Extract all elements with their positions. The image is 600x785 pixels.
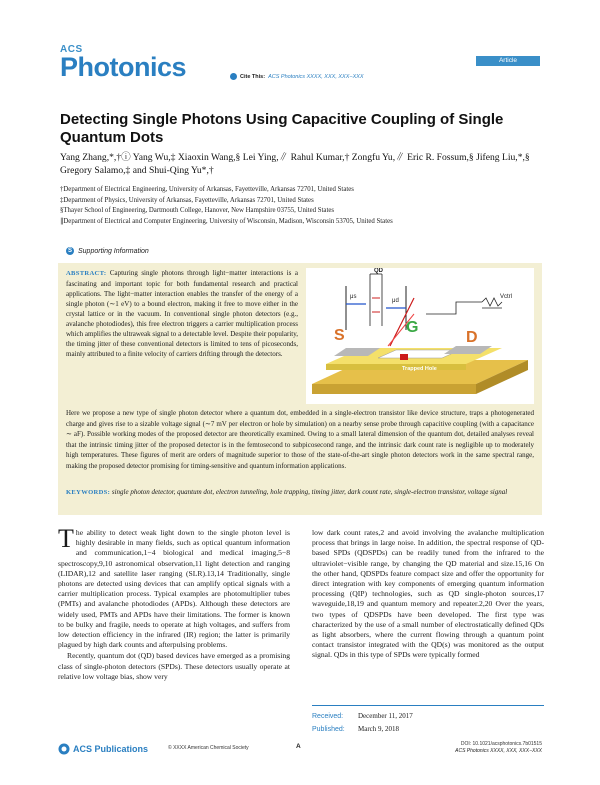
received-label: Received: [312,713,344,720]
journal-logo-acs: ACS [60,44,83,55]
published-label: Published: [312,726,345,733]
abstract-text-2: Here we propose a new type of single photon detector where a quantum dot, embedded in a single-electron transistor like device structure, traps a photogenerated charge and gives rise to a sizable voltage signal (∼7 mV per electron or hole by simulation) on a nearby sense probe through capacitive coupling (with a capacitance ∼ aF). Possible working modes of the proposed detector are theoretically examined. Owing to a small lateral dimension of the quantum dot, detailed analyses reveal that the intrinsic timing jitter of the proposed detector is in the femtosecond to subpicosecond range, and the intrinsic dark count rate is negligible up to moderately high temperatures. These figures of merit are orders of magnitude superior to those of the state-of-the-art single photon detectors work in the same spectral range, making the proposed detector promising for timing-sensitive and quantum information applications. [66,409,534,470]
doi-link[interactable]: DOI: 10.1021/acsphotonics.7b01515 [460,741,542,747]
acs-logo-icon [58,743,70,755]
toc-label-drain: D [466,329,478,346]
dropcap: T [58,524,74,553]
affiliation: ‡Department of Physics, University of Arkansas, Fayetteville, Arkansas 72701, United States [60,196,314,204]
body-column-left [58,524,290,683]
toc-label-vctrl: Vctrl [500,294,512,300]
keywords [66,487,534,498]
received-date: December 11, 2017 [358,712,413,720]
cite-reference: ACS Photonics XXXX, XXX, XXX−XXX [268,73,364,80]
supporting-info-label: Supporting Information [78,247,149,255]
toc-label-mud: μd [392,298,399,304]
body-paragraph: he ability to detect weak light down to the single photon level is highly desirable in many fields, such as optical quantum information and communication,1−4 biological and medical imaging,5−8 spectroscopy,9,10 astronomical observation,11 light detection and ranging (LIDAR),12 and satellite laser ranging (SLR).13,14 Traditionally, single photons are detected using devices that can amplify optical signals with a carrier multiplication process. Typical examples are photomultiplier tubes (PMTs) and avalanche photodiodes (APDs). Although these detectors are widely used, PMTs and APDs have their limitations. The former is known to be bulky and fragile, needs to operate at high voltages, and suffers from low detection efficiency in the infrared (IR) region; the latter is primarily plagued by high dark counts and afterpulsing problems. [58,528,290,650]
abstract-text-1: Capturing single photons through light−matter interactions is a fascinating and important topic for both fundamental research and practical applications. The light−matter interaction enables the transfer of the energy of a single photon (∼1 eV) to a bound electron, making it free to move either in the crystal lattice or in the vacuum. In conventional single photon detectors (e.g., avalanche photodiodes), this free electron triggers a carrier multiplication process which amplifies the ultraweak signal to a detectable level. Despite their popularity, the timing jitter of these conventional detectors is limited to tens of picoseconds, mainly attributed to a finite velocity of carriers drifting through the detectors. [66,269,299,358]
author-list: Yang Zhang,*,†ⓘ Yang Wu,‡ Xiaoxin Wang,§ Lei Ying,∥ Rahul Kumar,† Zongfu Yu,∥ Eric R. Fossum,§ Jifeng Liu,*,§ Gregory Salamo,‡ and Shui-Qing Yu*,† [60,152,530,176]
toc-graphic [306,268,534,404]
keywords-label: KEYWORDS: [66,489,111,496]
toc-label-trapped-hole: Trapped Hole [402,366,437,372]
affiliation: ∥Department of Electrical and Computer Engineering, University of Wisconsin, Madison, Wisconsin 53705, United States [60,217,393,225]
abstract-label: ABSTRACT: [66,270,107,277]
page-footer [58,739,542,763]
affiliation: †Department of Electrical Engineering, University of Arkansas, Fayetteville, Arkansas 72701, United States [60,186,354,193]
toc-label-source: S [334,327,345,344]
cite-icon [230,73,237,80]
supporting-info-icon: S [67,248,72,254]
affiliations [60,185,542,227]
toc-label-qd: QD [374,268,383,274]
publisher-name: ACS Publications [73,744,149,754]
copyright: © XXXX American Chemical Society [168,745,249,751]
doi-block [455,741,542,755]
body-paragraph: Recently, quantum dot (QD) based devices have emerged as a promising class of single-photon detectors (SPDs). These detectors usually operate at relative low voltage bias, show very [58,651,290,681]
publication-dates [312,705,544,736]
toc-label-mus: μs [350,294,357,300]
acs-publications-logo[interactable] [58,743,148,755]
affiliation: §Thayer School of Engineering, Dartmouth College, Hanover, New Hampshire 03755, United States [60,207,334,214]
body-column-right [312,528,544,662]
published-date: March 9, 2018 [358,725,400,733]
cite-label: Cite This: [240,73,266,80]
page-number: A [296,743,301,750]
abstract-part-1 [66,268,298,359]
cite-this[interactable] [230,73,364,80]
toc-label-gate: G [406,319,419,336]
supporting-information-link[interactable] [66,247,149,255]
journal-reference: ACS Photonics XXXX, XXX, XXX−XXX [455,748,542,754]
body-paragraph: low dark count rates,2 and avoid involving the avalanche multiplication process that brings in large noise. In addition, the spectral response of QD-based SPDs (QDSPDs) can be readily tuned from the infrared to the ultraviolet−visible range, by changing the QD material and size.15,16 On the other hand, QDSPDs feature compact size and offer the opportunity for direct integration with key components of emerging quantum information processing (QIP) technologies, such as QD single-photon sources,17 waveguide,18,19 and quantum memory and repeater.2,20 Over the years, two types of QDSPDs have been developed. The first type was characterized by the use of a small number of electrostatically defined QDs as light absorbers, where the current flowing through a quantum point contact transistor integrated with the QD(s) was monitored as the output signal. QDs in this type of SPDs were typically formed [312,528,544,660]
paper-title: Detecting Single Photons Using Capacitive Coupling of Single Quantum Dots [60,111,504,146]
keywords-list: single photon detector, quantum dot, electron tunneling, hole trapping, timing jitter, dark count rate, single-electron transistor, voltage signal [111,488,508,496]
journal-logo-photonics: Photonics [60,52,187,82]
article-type-tag: Article [476,56,540,66]
